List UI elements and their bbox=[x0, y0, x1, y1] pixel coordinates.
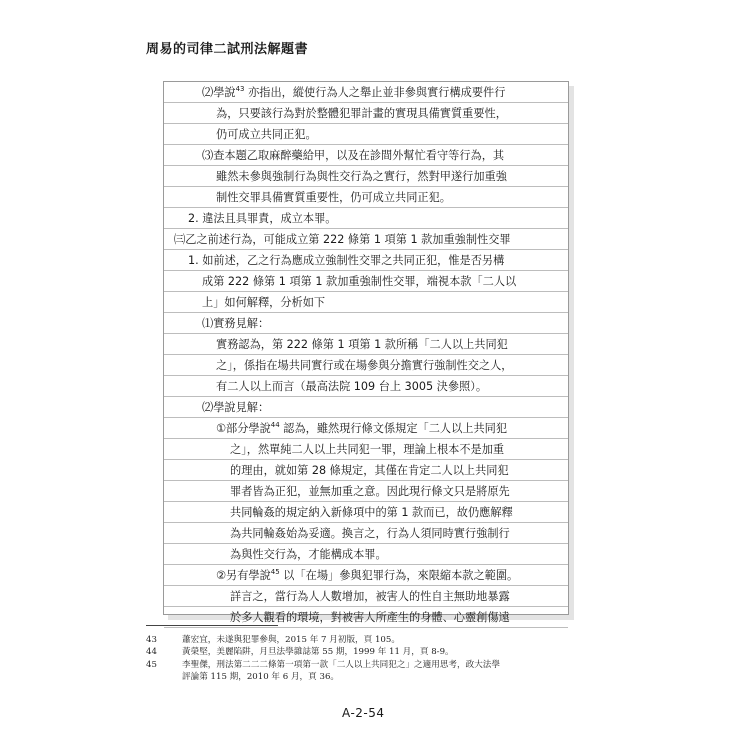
book-title: 周易的司律二試刑法解題書 bbox=[146, 42, 309, 57]
text-line: 罪者皆為正犯，並無加重之意。因此現行條文只是將原先 bbox=[164, 481, 568, 502]
text-line: 成第 222 條第 1 項第 1 款加重強制性交罪，端視本款「二人以 bbox=[164, 271, 568, 292]
footnote-divider bbox=[146, 625, 278, 626]
footnote-text: 黃榮堅，美麗陷阱，月旦法學雜誌第 55 期，1999 年 11 月，頁 8-9。 bbox=[182, 647, 454, 658]
text-line: 之」，係指在場共同實行或在場參與分擔實行強制性交之人， bbox=[164, 355, 568, 376]
text-line: 有二人以上而言（最高法院 109 台上 3005 決參照）。 bbox=[164, 376, 568, 397]
text-line: 於多人觀看的環境，對被害人所產生的身體、心靈創傷遠 bbox=[164, 607, 568, 628]
ruled-lines bbox=[164, 82, 568, 628]
footnote-continuation bbox=[146, 671, 616, 683]
footnote-number: 45 bbox=[146, 659, 157, 670]
text-line: 之」，然單純二人以上共同犯一罪，理論上根本不是加重 bbox=[164, 439, 568, 460]
text-line: 仍可成立共同正犯。 bbox=[164, 124, 568, 145]
footnote-number: 44 bbox=[146, 647, 157, 658]
text-line: 的理由，就如第 28 條規定，其僅在肯定二人以上共同犯 bbox=[164, 460, 568, 481]
answer-sheet bbox=[163, 81, 569, 624]
text-line: 1. 如前述，乙之行為應成立強制性交罪之共同正犯，惟是否另構 bbox=[164, 250, 568, 271]
text-line: 2. 違法且具罪責，成立本罪。 bbox=[164, 208, 568, 229]
footnote-text: 蕭宏宜，未遂與犯罪參與，2015 年 7 月初版，頁 105。 bbox=[182, 635, 400, 645]
page-number: A-2-54 bbox=[342, 706, 385, 720]
text-line: 雖然未參與強制行為與性交行為之實行，然對甲遂行加重強 bbox=[164, 166, 568, 187]
footnotes bbox=[146, 634, 616, 684]
text-line: 制性交罪具備實質重要性，仍可成立共同正犯。 bbox=[164, 187, 568, 208]
text-line: 上」如何解釋，分析如下 bbox=[164, 292, 568, 313]
text-line: 實務認為，第 222 條第 1 項第 1 款所稱「二人以上共同犯 bbox=[164, 334, 568, 355]
text-line: ①部分學說$^{44}$ 認為，雖然現行條文係規定「二人以上共同犯 bbox=[164, 418, 568, 439]
footnote-number: 43 bbox=[146, 635, 157, 645]
text-line: ②另有學說$^{45}$ 以「在場」參與犯罪行為，來限縮本款之範圍。 bbox=[164, 565, 568, 586]
text-line: 共同輪姦的規定納入新條項中的第 1 款而已，故仍應解釋 bbox=[164, 502, 568, 523]
text-line: ⑶查本題乙取麻醉藥給甲，以及在診間外幫忙看守等行為，其 bbox=[164, 145, 568, 166]
text-line: ⑵學說見解： bbox=[164, 397, 568, 418]
text-line: ㈢乙之前述行為，可能成立第 222 條第 1 項第 1 款加重強制性交罪 bbox=[164, 229, 568, 250]
footnote-text: 評論第 115 期，2010 年 6 月，頁 36。 bbox=[182, 672, 340, 683]
text-line: ⑵學說$^{43}$ 亦指出，縱使行為人之舉止並非參與實行構成要件行 bbox=[164, 82, 568, 103]
footnote bbox=[146, 659, 616, 671]
footnote bbox=[146, 634, 616, 646]
footnote-text: 李聖傑，刑法第二二二條第一項第一款「二人以上共同犯之」之適用思考，政大法學 bbox=[182, 659, 500, 670]
text-line: 詳言之，當行為人人數增加，被害人的性自主無助地暴露 bbox=[164, 586, 568, 607]
text-line: ⑴實務見解： bbox=[164, 313, 568, 334]
text-line: 為，只要該行為對於整體犯罪計畫的實現具備實質重要性， bbox=[164, 103, 568, 124]
footnote bbox=[146, 646, 616, 658]
text-line: 為共同輪姦始為妥適。換言之，行為人須同時實行強制行 bbox=[164, 523, 568, 544]
text-line: 為與性交行為，才能構成本罪。 bbox=[164, 544, 568, 565]
